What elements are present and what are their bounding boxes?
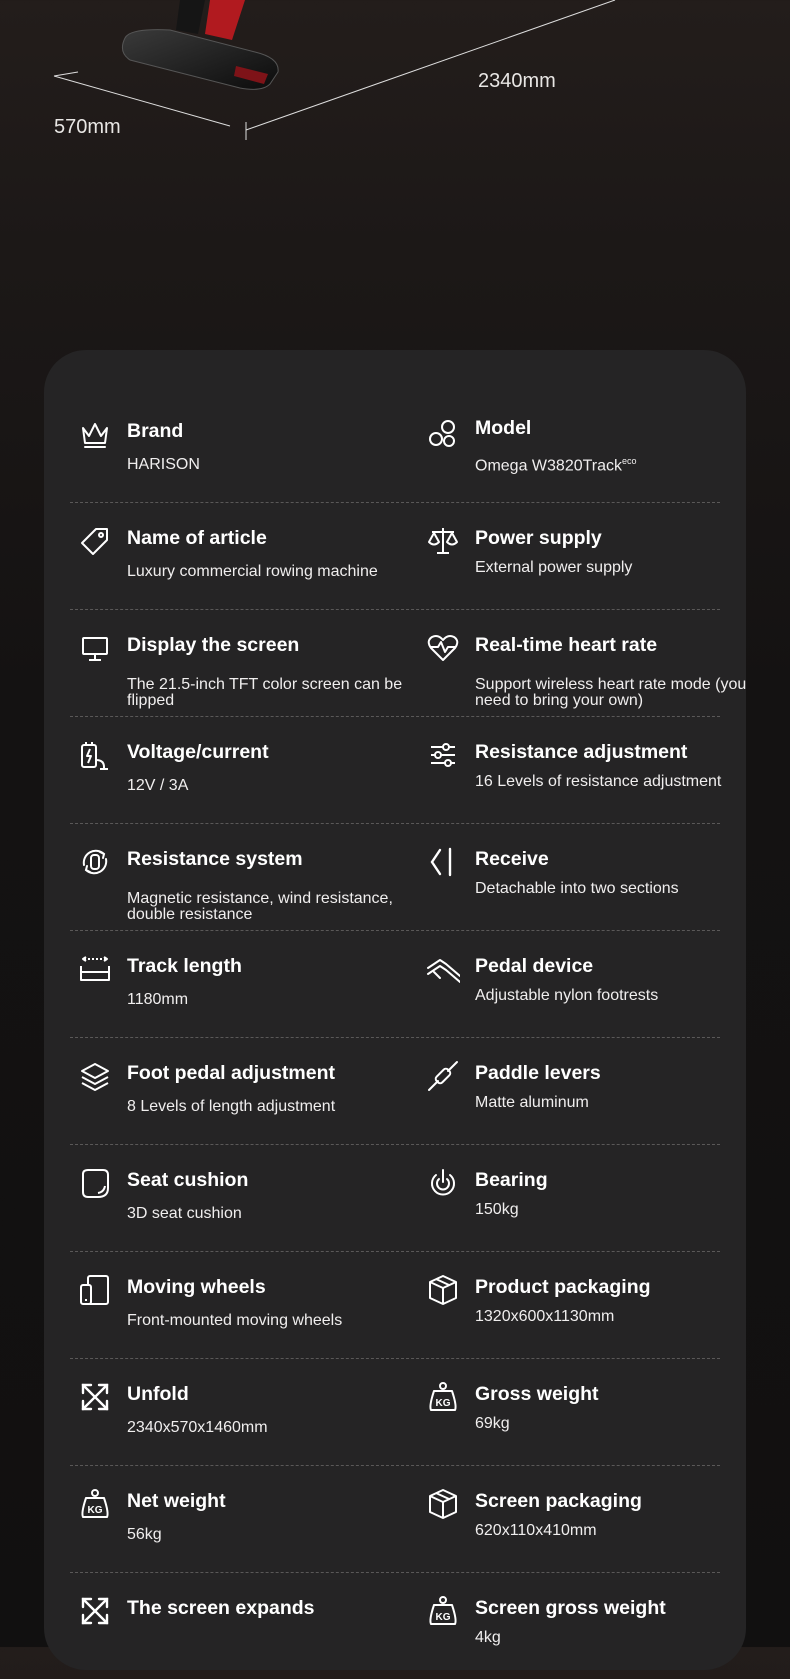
spec-title: Bearing: [475, 1169, 548, 1191]
spec-value: 1180mm: [127, 991, 189, 1008]
spec-item-product-packaging: [418, 1251, 758, 1358]
spec-row: [70, 823, 720, 931]
spec-row: [70, 1144, 720, 1252]
spec-row: [70, 609, 747, 717]
kg-weight-icon: [426, 1594, 460, 1628]
spec-value: Detachable into two sections: [475, 880, 679, 897]
expand-icon: [78, 1380, 112, 1414]
spec-title: The screen expands: [127, 1597, 315, 1619]
spec-item-pedal-device: [418, 930, 758, 1037]
spec-item-foot-pedal-adjustment: [70, 1037, 410, 1144]
spec-value: External power supply: [475, 559, 633, 576]
collapse-icon: [426, 845, 460, 879]
spec-title: Product packaging: [475, 1276, 651, 1298]
spec-value: The 21.5-inch TFT color screen can be flipped: [127, 676, 403, 709]
spec-title: Screen gross weight: [475, 1597, 666, 1619]
width-dimension-label: 570mm: [54, 116, 121, 138]
spec-value: Magnetic resistance, wind resistance, double resistance: [127, 890, 393, 923]
handle-icon: [426, 1059, 460, 1093]
power-icon: [426, 1166, 460, 1200]
spec-value: 69kg: [475, 1415, 510, 1432]
box-icon: [426, 1487, 460, 1521]
monitor-icon: [78, 631, 112, 665]
spec-row: [70, 930, 720, 1038]
spec-item-name-of-article: [70, 502, 410, 609]
spec-item-the-screen-expands: [70, 1572, 410, 1679]
spec-item-gross-weight: [418, 1358, 758, 1465]
layers-icon: [78, 1059, 112, 1093]
spec-value: 12V / 3A: [127, 777, 189, 794]
spec-item-receive: [418, 823, 758, 930]
spec-item-real-time-heart-rate: [418, 609, 758, 716]
specifications-card: [44, 350, 746, 1670]
spec-value: [475, 453, 637, 474]
spec-item-track-length: [70, 930, 410, 1037]
spec-value: 150kg: [475, 1201, 519, 1218]
spec-row: [70, 502, 720, 610]
spec-value: Front-mounted moving wheels: [127, 1312, 343, 1329]
spec-title: Resistance system: [127, 848, 303, 870]
spec-title: Display the screen: [127, 634, 300, 656]
spec-row: [70, 395, 720, 503]
spec-row: [70, 1358, 720, 1466]
spec-item-display-the-screen: [70, 609, 410, 716]
spec-value: HARISON: [127, 456, 200, 473]
spec-row: [70, 1572, 720, 1679]
spec-value: Matte aluminum: [475, 1094, 589, 1111]
spec-item-resistance-adjustment: [418, 716, 758, 823]
spec-title: Real-time heart rate: [475, 634, 658, 656]
length-dimension-label: 2340mm: [478, 70, 556, 92]
spec-value: 1320x600x1130mm: [475, 1308, 615, 1325]
spec-value: 3D seat cushion: [127, 1205, 242, 1222]
spec-item-model: [418, 395, 758, 502]
spec-title: Power supply: [475, 527, 602, 549]
cycle-icon: [78, 845, 112, 879]
svg-text:KG: KG: [435, 1612, 451, 1623]
product-hero: [0, 0, 790, 340]
spec-item-moving-wheels: [70, 1251, 410, 1358]
spec-title: Gross weight: [475, 1383, 599, 1405]
spec-title: Seat cushion: [127, 1169, 249, 1191]
spec-item-screen-packaging: [418, 1465, 758, 1572]
spec-value: 2340x570x1460mm: [127, 1419, 268, 1436]
spec-item-unfold: [70, 1358, 410, 1465]
spec-value: 56kg: [127, 1526, 162, 1543]
spec-item-power-supply: [418, 502, 758, 609]
spec-title: Pedal device: [475, 955, 594, 977]
leaves-icon: [426, 417, 460, 451]
spec-title: Paddle levers: [475, 1062, 601, 1084]
spec-title: Screen packaging: [475, 1490, 642, 1512]
spec-title: Model: [475, 417, 532, 439]
spec-item-net-weight: [70, 1465, 410, 1572]
spec-title: Foot pedal adjustment: [127, 1062, 336, 1084]
spec-title: Receive: [475, 848, 549, 870]
spec-row: [70, 1465, 720, 1573]
tag-icon: [78, 524, 112, 558]
spec-value: 4kg: [475, 1629, 501, 1646]
box-icon: [426, 1273, 460, 1307]
kg-weight-icon: [78, 1487, 112, 1521]
heart-rate-icon: [426, 631, 460, 665]
spec-title: Name of article: [127, 527, 267, 549]
model-suffix: eco: [622, 456, 637, 466]
devices-icon: [78, 1273, 112, 1307]
footrest-icon: [426, 952, 460, 986]
svg-text:KG: KG: [435, 1398, 451, 1409]
spec-item-screen-gross-weight: [418, 1572, 758, 1679]
model-name: Omega W3820Track: [475, 457, 623, 475]
spec-item-paddle-levers: [418, 1037, 758, 1144]
spec-item-bearing: [418, 1144, 758, 1251]
spec-title: Moving wheels: [127, 1276, 266, 1298]
spec-value: 8 Levels of length adjustment: [127, 1098, 336, 1115]
battery-plug-icon: [78, 738, 112, 772]
spec-title: Track length: [127, 955, 242, 977]
spec-title: Unfold: [127, 1383, 189, 1405]
spec-row: [70, 716, 720, 824]
spec-row: [70, 1037, 720, 1145]
spec-title: Voltage/current: [127, 741, 269, 763]
spec-value: 16 Levels of resistance adjustment: [475, 773, 722, 790]
ruler-bed-icon: [78, 952, 112, 986]
rowing-machine-base-illustration: [0, 0, 790, 340]
scale-icon: [426, 524, 460, 558]
expand-icon: [78, 1594, 112, 1628]
spec-value: 620x110x410mm: [475, 1522, 597, 1539]
spec-title: Net weight: [127, 1490, 226, 1512]
spec-value: Adjustable nylon footrests: [475, 987, 659, 1004]
spec-value: Luxury commercial rowing machine: [127, 563, 378, 580]
svg-text:KG: KG: [87, 1505, 103, 1516]
sliders-icon: [426, 738, 460, 772]
spec-title: Brand: [127, 420, 184, 442]
spec-title: Resistance adjustment: [475, 741, 688, 763]
spec-item-seat-cushion: [70, 1144, 410, 1251]
cushion-icon: [78, 1166, 112, 1200]
kg-weight-icon: [426, 1380, 460, 1414]
spec-item-voltage-current: [70, 716, 410, 823]
spec-row: [70, 1251, 720, 1359]
spec-item-brand: [70, 395, 410, 502]
spec-value: Support wireless heart rate mode (you need to bring your own): [475, 676, 747, 709]
spec-item-resistance-system: [70, 823, 410, 930]
crown-icon: [78, 417, 112, 451]
